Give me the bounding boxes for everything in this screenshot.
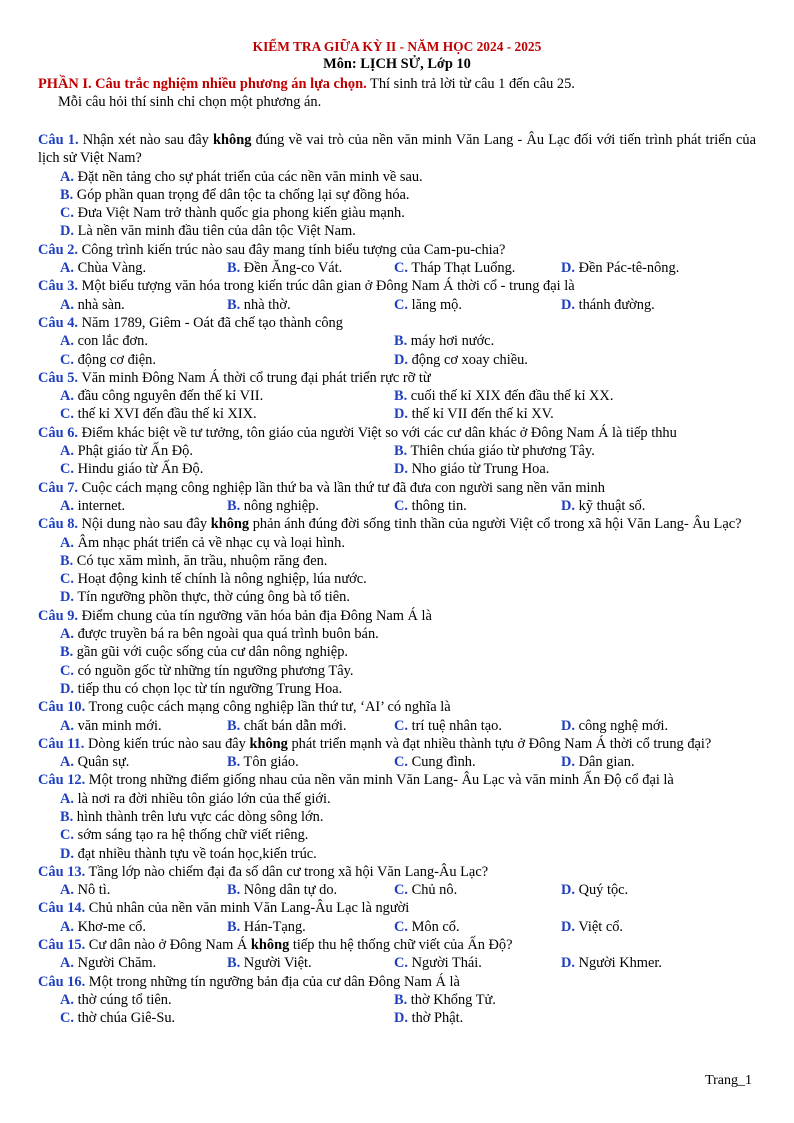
question-keyword: không: [249, 735, 288, 752]
question-text-end: đúng về vai trò của nền văn minh Văn Lang - Âu Lạc đối với tiến trình phát triển của lịch sử Việt Nam?: [38, 132, 756, 167]
option-text: Hindu giáo từ Ấn Độ.: [74, 461, 204, 478]
answer-option-a[interactable]: [60, 881, 227, 899]
answer-option-d[interactable]: [60, 588, 756, 606]
option-letter: B.: [227, 918, 241, 935]
question-stem: [38, 607, 756, 625]
answer-option-a[interactable]: [60, 442, 394, 460]
option-text: trí tuệ nhân tạo.: [408, 717, 502, 734]
question-text: Cuộc cách mạng công nghiệp lần thứ ba và lần thứ tư đã đưa con người sang nền văn minh: [77, 479, 605, 496]
question-6: [38, 424, 756, 479]
option-letter: C.: [394, 497, 408, 514]
option-letter: C.: [394, 260, 408, 277]
answer-row: [38, 497, 756, 515]
question-text: Cư dân nào ở Đông Nam Á: [85, 937, 251, 954]
answer-option-c[interactable]: [60, 460, 394, 478]
page-number: Trang_1: [705, 1073, 752, 1088]
option-text: Hoạt động kinh tế chính là nông nghiệp, lúa nước.: [74, 571, 367, 588]
question-stem: [38, 314, 756, 332]
answer-option-a[interactable]: [60, 387, 394, 405]
answer-option-c[interactable]: [60, 204, 756, 222]
option-text: sớm sáng tạo ra hệ thống chữ viết riêng.: [74, 827, 309, 844]
answer-row: [38, 881, 756, 899]
question-text: Trong cuộc cách mạng công nghiệp lần thứ tư, ‘AI’ có nghĩa là: [85, 699, 451, 716]
question-number: Câu 15.: [38, 937, 86, 954]
option-letter: B.: [60, 186, 74, 203]
question-9: [38, 607, 756, 698]
option-text: Tôn giáo.: [240, 754, 299, 771]
question-number: Câu 2.: [38, 241, 78, 258]
option-text: hình thành trên lưu vực các dòng sông lớn.: [73, 808, 324, 825]
option-letter: B.: [394, 333, 408, 350]
answer-column: [38, 790, 756, 863]
option-text: Góp phần quan trọng để dân tộc ta chống lại sự đồng hóa.: [73, 186, 410, 203]
option-letter: A.: [60, 497, 74, 514]
option-text: Đưa Việt Nam trở thành quốc gia phong kiến giàu mạnh.: [74, 205, 405, 222]
option-letter: D.: [561, 260, 575, 277]
question-stem: [38, 515, 756, 533]
question-number: Câu 4.: [38, 314, 78, 331]
option-letter: B.: [227, 497, 241, 514]
answer-option-c[interactable]: [394, 259, 561, 277]
option-letter: A.: [60, 626, 74, 643]
option-letter: A.: [60, 168, 74, 185]
question-stem: [38, 277, 756, 295]
option-letter: D.: [561, 955, 575, 972]
option-text: Môn cổ.: [408, 918, 460, 935]
option-letter: D.: [561, 497, 575, 514]
part-instruction: Thí sinh trả lời từ câu 1 đến câu 25.: [366, 76, 575, 92]
answer-option-c[interactable]: [60, 1009, 394, 1027]
question-13: [38, 863, 756, 900]
answer-option-b[interactable]: [60, 808, 756, 826]
option-text: Việt cổ.: [575, 918, 624, 935]
option-letter: D.: [394, 406, 408, 423]
answer-option-b[interactable]: [227, 717, 394, 735]
question-stem: [38, 973, 756, 991]
exam-title: KIỂM TRA GIỮA KỲ II - NĂM HỌC 2024 - 2025: [252, 39, 542, 54]
option-letter: C.: [60, 1010, 74, 1027]
question-8: [38, 515, 756, 606]
option-letter: A.: [60, 388, 74, 405]
answer-row: [38, 1009, 756, 1027]
option-text: Nho giáo từ Trung Hoa.: [408, 461, 550, 478]
option-letter: C.: [394, 296, 408, 313]
answer-option-a[interactable]: [60, 625, 756, 643]
option-text: Hán-Tạng.: [240, 918, 306, 935]
option-letter: B.: [394, 443, 408, 460]
question-stem: [38, 771, 756, 789]
option-text: tiếp thu có chọn lọc từ tín ngưỡng Trung Hoa.: [74, 680, 343, 697]
option-text: Đền Pác-tê-nông.: [575, 260, 680, 277]
answer-option-a[interactable]: [60, 332, 394, 350]
answer-option-d[interactable]: [561, 497, 728, 515]
answer-option-d[interactable]: [561, 259, 728, 277]
question-text: Điểm chung của tín ngưỡng văn hóa bản địa Đông Nam Á là: [77, 607, 432, 624]
option-text: nông nghiệp.: [240, 497, 319, 514]
option-letter: C.: [394, 754, 408, 771]
answer-option-c[interactable]: [60, 570, 756, 588]
question-number: Câu 16.: [38, 973, 86, 990]
question-2: [38, 241, 756, 278]
answer-row: [38, 460, 756, 478]
answer-option-b[interactable]: [60, 552, 756, 570]
answer-row: [38, 954, 756, 972]
option-letter: C.: [60, 571, 74, 588]
option-text: Chủ nô.: [408, 882, 458, 899]
option-text: là nơi ra đời nhiều tôn giáo lớn của thế giới.: [74, 790, 331, 807]
answer-option-b[interactable]: [394, 332, 728, 350]
answer-option-a[interactable]: [60, 991, 394, 1009]
option-text: Quân sự.: [74, 754, 130, 771]
answer-row: [38, 387, 756, 405]
part-intro: [38, 75, 758, 112]
answer-option-d[interactable]: [561, 881, 728, 899]
option-letter: C.: [394, 918, 408, 935]
question-12: [38, 771, 756, 862]
answer-option-a[interactable]: [60, 168, 756, 186]
option-text: nhà sàn.: [74, 296, 125, 313]
option-text: internet.: [74, 497, 126, 514]
answer-row: [38, 351, 756, 369]
question-1: [38, 131, 756, 241]
option-text: thánh đường.: [575, 296, 655, 313]
option-text: Đền Ăng-co Vát.: [240, 260, 343, 277]
answer-option-a[interactable]: [60, 954, 227, 972]
answer-option-a[interactable]: [60, 259, 227, 277]
question-text: Tầng lớp nào chiếm đại đa số dân cư trong xã hội Văn Lang-Âu Lạc?: [85, 863, 489, 880]
option-letter: D.: [561, 296, 575, 313]
option-letter: A.: [60, 754, 74, 771]
question-stem: [38, 863, 756, 881]
answer-option-d[interactable]: [561, 296, 728, 314]
option-text: lăng mộ.: [408, 296, 462, 313]
option-letter: A.: [60, 333, 74, 350]
question-keyword: không: [210, 516, 250, 533]
question-16: [38, 973, 756, 1028]
answer-option-b[interactable]: [60, 186, 756, 204]
answer-option-b[interactable]: [227, 753, 394, 771]
option-letter: C.: [60, 662, 74, 679]
option-letter: B.: [394, 388, 408, 405]
option-text: động cơ điện.: [74, 351, 156, 368]
question-keyword: không: [213, 132, 252, 148]
question-stem: [38, 241, 756, 259]
question-text: Văn minh Đông Nam Á thời cổ trung đại phát triển rực rỡ từ: [77, 369, 431, 386]
question-text: Một trong những tín ngưỡng bản địa của cư dân Đông Nam Á là: [85, 973, 460, 990]
question-text-end: phát triển mạnh và đạt nhiều thành tựu ở Đông Nam Á thời cổ trung đại?: [287, 735, 712, 752]
option-text: kỹ thuật số.: [575, 497, 646, 514]
answer-option-a[interactable]: [60, 790, 756, 808]
question-text: Điểm khác biệt về tư tưởng, tôn giáo của người Việt so với các cư dân khác ở Đông Nam Á là tiếp thhu: [77, 424, 677, 441]
answer-row: [38, 717, 756, 735]
question-10: [38, 698, 756, 735]
option-text: Người Chăm.: [74, 955, 157, 972]
question-7: [38, 479, 756, 516]
option-text: Đặt nền tảng cho sự phát triển của các nền văn minh về sau.: [74, 168, 423, 185]
question-number: Câu 7.: [38, 479, 78, 496]
question-number: Câu 11.: [38, 735, 85, 752]
option-text: Dân gian.: [575, 754, 635, 771]
exam-subject: Môn: LỊCH SỬ, Lớp 10: [323, 56, 471, 72]
question-text: Dòng kiến trúc nào sau đây: [84, 735, 250, 752]
option-letter: D.: [561, 918, 575, 935]
answer-option-c[interactable]: [60, 662, 756, 680]
option-text: có nguồn gốc từ những tín ngưỡng phương Tây.: [74, 662, 354, 679]
answer-option-a[interactable]: [60, 296, 227, 314]
answer-option-d[interactable]: [60, 222, 756, 240]
option-letter: A.: [60, 955, 74, 972]
answer-option-d[interactable]: [394, 1009, 728, 1027]
option-letter: B.: [60, 644, 74, 661]
option-text: Tháp Thạt Luổng.: [408, 260, 516, 277]
answer-row: [38, 296, 756, 314]
answer-column: [38, 534, 756, 607]
option-letter: C.: [60, 351, 74, 368]
option-letter: D.: [561, 754, 575, 771]
option-letter: A.: [60, 443, 74, 460]
answer-option-c[interactable]: [394, 954, 561, 972]
question-text-end: phản ánh đúng đời sống tinh thần của người Việt cổ trong xã hội Văn Lang- Âu Lạc?: [249, 516, 742, 533]
question-text: Một biểu tượng văn hóa trong kiến trúc dân gian ở Đông Nam Á thời cổ - trung đại là: [77, 278, 575, 295]
option-text: chất bán dẫn mới.: [240, 717, 347, 734]
question-11: [38, 735, 756, 772]
question-number: Câu 12.: [38, 772, 86, 789]
option-text: Khơ-me cổ.: [74, 918, 146, 935]
option-letter: D.: [561, 717, 575, 734]
question-stem: [38, 936, 756, 954]
option-letter: A.: [60, 534, 74, 551]
option-text: con lắc đơn.: [74, 333, 148, 350]
option-text: Chùa Vàng.: [74, 260, 147, 277]
answer-option-c[interactable]: [60, 405, 394, 423]
part-instruction-note: Mỗi câu hỏi thí sinh chỉ chọn một phương án.: [58, 94, 322, 111]
answer-option-c[interactable]: [394, 296, 561, 314]
option-letter: D.: [394, 351, 408, 368]
option-text: thế kỉ XVI đến đầu thế kỉ XIX.: [74, 406, 257, 423]
answer-option-c[interactable]: [394, 918, 561, 936]
option-letter: C.: [60, 205, 74, 222]
answer-option-b[interactable]: [60, 643, 756, 661]
option-text: gần gũi với cuộc sống của cư dân nông nghiệp.: [73, 644, 348, 661]
option-letter: A.: [60, 918, 74, 935]
option-text: Người Việt.: [240, 955, 312, 972]
option-text: Thiên chúa giáo từ phương Tây.: [407, 443, 595, 460]
question-stem: [38, 479, 756, 497]
option-letter: D.: [394, 1010, 408, 1027]
option-letter: A.: [60, 882, 74, 899]
option-text: Nô tì.: [74, 882, 111, 899]
question-keyword: không: [250, 937, 290, 954]
answer-option-a[interactable]: [60, 918, 227, 936]
question-number: Câu 14.: [38, 900, 86, 917]
answer-option-b[interactable]: [227, 497, 394, 515]
answer-option-c[interactable]: [60, 826, 756, 844]
option-letter: D.: [561, 882, 575, 899]
question-4: [38, 314, 756, 369]
answer-option-b[interactable]: [394, 442, 728, 460]
answer-row: [38, 332, 756, 350]
question-text: Năm 1789, Giêm - Oát đã chế tạo thành công: [77, 314, 343, 331]
answer-option-c[interactable]: [394, 881, 561, 899]
answer-row: [38, 259, 756, 277]
option-letter: B.: [60, 552, 74, 569]
option-text: động cơ xoay chiều.: [408, 351, 528, 368]
option-text: Người Thái.: [408, 955, 482, 972]
answer-option-d[interactable]: [561, 954, 728, 972]
answer-option-a[interactable]: [60, 497, 227, 515]
part-title: PHẦN I. Câu trắc nghiệm nhiều phương án lựa chọn.: [38, 76, 367, 92]
question-number: Câu 9.: [38, 607, 78, 624]
option-text: thờ chúa Giê-Su.: [74, 1010, 176, 1027]
option-letter: C.: [60, 406, 74, 423]
option-text: văn minh mới.: [74, 717, 162, 734]
answer-option-d[interactable]: [394, 405, 728, 423]
question-15: [38, 936, 756, 973]
question-text-end: tiếp thu hệ thống chữ viết của Ấn Độ?: [289, 937, 513, 954]
answer-option-b[interactable]: [394, 991, 728, 1009]
option-text: Phật giáo từ Ấn Độ.: [74, 443, 193, 460]
question-number: Câu 13.: [38, 863, 86, 880]
answer-column: [38, 168, 756, 241]
question-number: Câu 1.: [38, 132, 79, 148]
answer-option-a[interactable]: [60, 717, 227, 735]
option-letter: D.: [394, 461, 408, 478]
option-letter: A.: [60, 296, 74, 313]
question-number: Câu 10.: [38, 699, 86, 716]
answer-option-d[interactable]: [561, 753, 728, 771]
option-text: Quý tộc.: [575, 882, 629, 899]
option-text: nhà thờ.: [240, 296, 291, 313]
answer-option-c[interactable]: [394, 753, 561, 771]
question-list: [38, 131, 756, 1028]
option-letter: C.: [60, 461, 74, 478]
answer-option-d[interactable]: [561, 717, 728, 735]
option-text: Cung đình.: [408, 754, 476, 771]
question-14: [38, 899, 756, 936]
option-letter: D.: [60, 680, 74, 697]
option-letter: D.: [60, 589, 74, 606]
answer-row: [38, 442, 756, 460]
question-stem: [38, 131, 756, 168]
option-text: Tín ngưỡng phồn thực, thờ cúng ông bà tổ tiên.: [74, 589, 350, 606]
answer-option-d[interactable]: [394, 460, 728, 478]
answer-option-b[interactable]: [227, 918, 394, 936]
option-text: đạt nhiều thành tựu về toán học,kiến trúc.: [74, 845, 317, 862]
option-text: thông tin.: [408, 497, 467, 514]
option-letter: D.: [60, 223, 74, 240]
option-text: đầu công nguyên đến thế kỉ VII.: [74, 388, 264, 405]
option-letter: C.: [394, 882, 408, 899]
answer-option-c[interactable]: [394, 717, 561, 735]
option-letter: C.: [394, 955, 408, 972]
answer-option-b[interactable]: [227, 954, 394, 972]
question-text: Nhận xét nào sau đây: [78, 132, 214, 148]
option-letter: A.: [60, 790, 74, 807]
option-text: thế kỉ VII đến thế kỉ XV.: [408, 406, 554, 423]
option-letter: B.: [60, 808, 74, 825]
question-text: Công trình kiến trúc nào sau đây mang tính biểu tượng của Cam-pu-chia?: [77, 241, 506, 258]
option-letter: B.: [227, 955, 241, 972]
question-number: Câu 5.: [38, 369, 78, 386]
exam-header: [0, 38, 794, 73]
option-text: Là nền văn minh đầu tiên của dân tộc Việt Nam.: [74, 223, 356, 240]
option-letter: B.: [227, 754, 241, 771]
option-text: thờ Khổng Tử.: [407, 991, 496, 1008]
question-stem: [38, 369, 756, 387]
option-text: Nông dân tự do.: [240, 882, 338, 899]
option-letter: B.: [227, 882, 241, 899]
option-text: cuối thế kỉ XIX đến đầu thế kỉ XX.: [407, 388, 614, 405]
answer-column: [38, 625, 756, 698]
answer-option-a[interactable]: [60, 753, 227, 771]
option-text: thờ cúng tổ tiên.: [74, 991, 172, 1008]
question-text: Nội dung nào sau đây: [77, 516, 211, 533]
option-text: Âm nhạc phát triển cả về nhạc cụ và loại hình.: [74, 534, 345, 551]
option-letter: A.: [60, 260, 74, 277]
option-text: Người Khmer.: [575, 955, 662, 972]
option-text: công nghệ mới.: [575, 717, 669, 734]
answer-option-d[interactable]: [60, 680, 756, 698]
question-stem: [38, 698, 756, 716]
option-letter: B.: [394, 991, 408, 1008]
question-number: Câu 8.: [38, 516, 78, 533]
answer-row: [38, 918, 756, 936]
answer-option-c[interactable]: [394, 497, 561, 515]
option-text: thờ Phật.: [408, 1010, 464, 1027]
question-text: Một trong những điểm giống nhau của nền văn minh Văn Lang- Âu Lạc và văn minh Ấn Độ cổ đại là: [85, 772, 674, 789]
question-stem: [38, 735, 756, 753]
option-letter: B.: [227, 717, 241, 734]
answer-option-c[interactable]: [60, 351, 394, 369]
option-text: máy hơi nước.: [407, 333, 495, 350]
answer-row: [38, 753, 756, 771]
question-stem: [38, 424, 756, 442]
option-letter: C.: [394, 717, 408, 734]
question-number: Câu 3.: [38, 278, 78, 295]
option-letter: D.: [60, 845, 74, 862]
option-letter: B.: [227, 296, 241, 313]
option-text: được truyền bá ra bên ngoài qua quá trình buôn bán.: [74, 626, 379, 643]
question-number: Câu 6.: [38, 424, 78, 441]
answer-option-b[interactable]: [227, 259, 394, 277]
question-text: Chủ nhân của nền văn minh Văn Lang-Âu Lạc là người: [85, 900, 410, 917]
answer-option-d[interactable]: [561, 918, 728, 936]
option-text: Có tục xăm mình, ăn trầu, nhuộm răng đen.: [73, 552, 328, 569]
option-letter: C.: [60, 827, 74, 844]
answer-row: [38, 991, 756, 1009]
answer-option-d[interactable]: [60, 845, 756, 863]
answer-option-b[interactable]: [227, 881, 394, 899]
question-3: [38, 277, 756, 314]
option-letter: B.: [227, 260, 241, 277]
answer-option-a[interactable]: [60, 534, 756, 552]
question-5: [38, 369, 756, 424]
answer-option-b[interactable]: [227, 296, 394, 314]
option-letter: A.: [60, 717, 74, 734]
question-stem: [38, 899, 756, 917]
answer-row: [38, 405, 756, 423]
answer-option-b[interactable]: [394, 387, 728, 405]
answer-option-d[interactable]: [394, 351, 728, 369]
option-letter: A.: [60, 991, 74, 1008]
